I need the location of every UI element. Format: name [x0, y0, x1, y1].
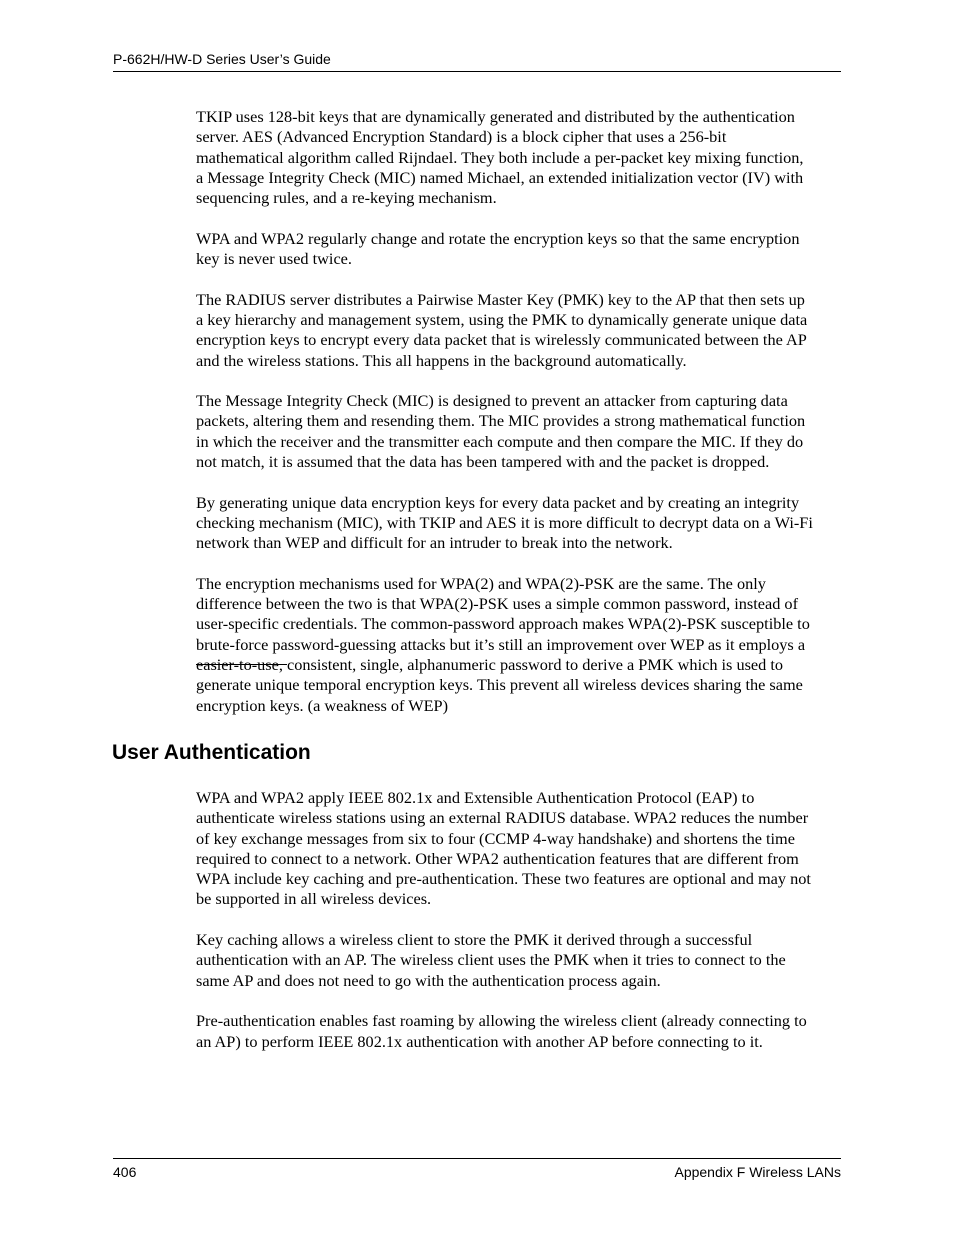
paragraph-key-caching	[196, 930, 844, 991]
text-line: same AP and does not need to go with the authentication process again.	[196, 970, 661, 990]
section-heading: User Authentication	[112, 741, 311, 764]
page-header	[113, 50, 841, 72]
text-line: and the wireless stations. This all happens in the background automatically.	[196, 350, 687, 370]
text-line: key is never used twice.	[196, 249, 352, 269]
text-line: difference between the two is that WPA(2)-PSK uses a simple common password, instead of	[196, 594, 798, 614]
paragraph-pre-authentication	[196, 1011, 844, 1052]
text-line: packets, altering them and resending them. The MIC provides a strong mathematical function	[196, 411, 806, 431]
text-line: authentication with an AP. The wireless client uses the PMK when it tries to connect to the	[196, 950, 786, 970]
text-line: of key exchange messages from six to four (CCMP 4-way handshake) and shortens the time	[196, 828, 795, 848]
text-line: Key caching allows a wireless client to store the PMK it derived through a successful	[196, 930, 753, 950]
paragraph-mic	[196, 391, 844, 472]
struck-text: easier-to-use,	[196, 655, 287, 675]
text-fragment: consistent, single, alphanumeric password to derive a PMK which is used to	[287, 655, 784, 675]
text-line: network than WEP and difficult for an intruder to break into the network.	[196, 533, 673, 553]
page-number: 406	[113, 1164, 137, 1180]
body-text-top	[196, 107, 844, 736]
text-line: By generating unique data encryption keys for every data packet and by creating an integrity	[196, 492, 800, 512]
text-line: WPA include key caching and pre-authentication. These two features are optional and may not	[196, 869, 811, 889]
text-line: The RADIUS server distributes a Pairwise Master Key (PMK) key to the AP that then sets up	[196, 289, 805, 309]
text-line: be supported in all wireless devices.	[196, 889, 432, 909]
text-line: an AP) to perform IEEE 802.1x authentication with another AP before connecting to it.	[196, 1031, 763, 1051]
page-footer	[113, 1158, 841, 1184]
paragraph-tkip-aes	[196, 107, 844, 208]
text-line: user-specific credentials. The common-password approach makes WPA(2)-PSK susceptible to	[196, 614, 810, 634]
text-line: in which the receiver and the transmitter each compute and then compare the MIC. If they do	[196, 431, 804, 451]
text-line: server. AES (Advanced Encryption Standard) is a block cipher that uses a 256-bit	[196, 127, 727, 147]
text-line: mathematical algorithm called Rijndael. They both include a per-packet key mixing function,	[196, 147, 804, 167]
text-line: required to connect to a network. Other WPA2 authentication features that are different from	[196, 848, 799, 868]
text-line: authenticate wireless stations using an external RADIUS database. WPA2 reduces the number	[196, 808, 809, 828]
text-line: encryption keys to encrypt every data packet that is wirelessly communicated between the AP	[196, 330, 807, 350]
paragraph-radius-pmk	[196, 290, 844, 371]
chapter-title: Appendix F Wireless LANs	[674, 1164, 841, 1180]
text-line: WPA and WPA2 apply IEEE 802.1x and Extensible Authentication Protocol (EAP) to	[196, 788, 755, 807]
body-text-bottom	[196, 788, 844, 1072]
text-line: sequencing rules, and a re-keying mechanism.	[196, 188, 497, 208]
text-line: checking mechanism (MIC), with TKIP and AES it is more difficult to decrypt data on a Wi-Fi	[196, 512, 813, 532]
paragraph-wpa-eap	[196, 788, 844, 910]
paragraph-key-rotation	[196, 229, 844, 270]
text-line: a Message Integrity Check (MIC) named Michael, an extended initialization vector (IV) with	[196, 167, 804, 187]
text-line: The Message Integrity Check (MIC) is designed to prevent an attacker from capturing data	[196, 391, 788, 411]
text-line: TKIP uses 128-bit keys that are dynamically generated and distributed by the authentication	[196, 107, 795, 126]
text-line: not match, it is assumed that the data has been tampered with and the packet is dropped.	[196, 452, 770, 472]
text-line: WPA and WPA2 regularly change and rotate the encryption keys so that the same encryption	[196, 228, 800, 248]
text-line: Pre-authentication enables fast roaming by allowing the wireless client (already connecting to	[196, 1011, 807, 1031]
text-line	[196, 655, 844, 675]
text-line: generate unique temporal encryption keys. This prevent all wireless devices sharing the same	[196, 675, 803, 695]
paragraph-psk	[196, 574, 844, 716]
text-line: The encryption mechanisms used for WPA(2) and WPA(2)-PSK are the same. The only	[196, 573, 766, 593]
text-line: encryption keys. (a weakness of WEP)	[196, 695, 448, 715]
document-title: P-662H/HW-D Series User’s Guide	[113, 51, 331, 67]
text-line: brute-force password-guessing attacks but it’s still an improvement over WEP as it employs a	[196, 634, 806, 654]
text-line: a key hierarchy and management system, using the PMK to dynamically generate unique data	[196, 309, 808, 329]
paragraph-unique-keys	[196, 493, 844, 554]
